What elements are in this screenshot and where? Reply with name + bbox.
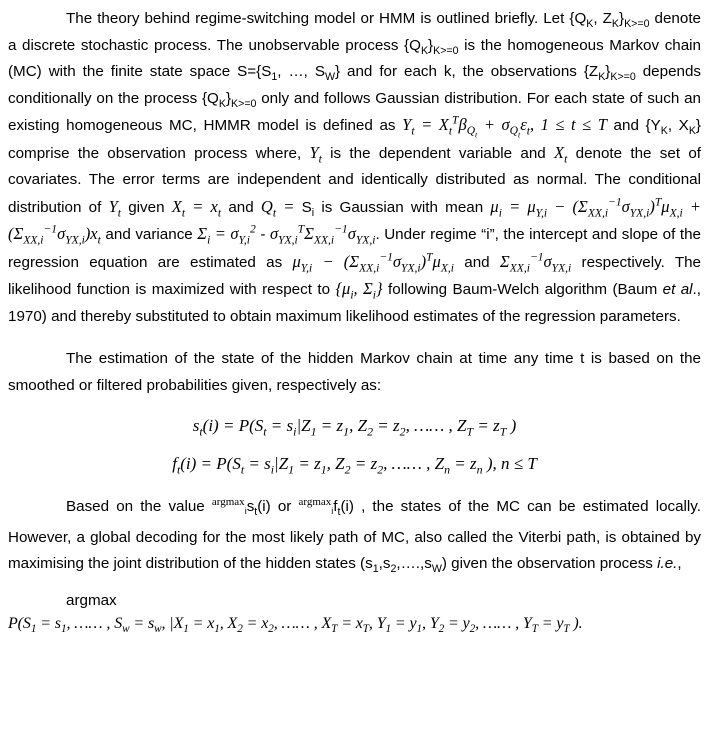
argmax-label: argmax <box>66 591 117 609</box>
paragraph-hmm-theory: The theory behind regime-switching model or HMM is outlined briefly. Let {$Q_K$, $Z_K\}_{K>=0}$ denote a discrete stochastic process. The unobservable process $\{Q_K\}_{K>=0}$ is the homogeneous Markov chain (MC) with the finite state space $S=\{S_1$, …, $S_W$} and for each k, the observations $\{Z_K\}_{K>=0}$ depends conditionally on the process $\{Q_K\}_{K>=0}$ only and follows Gaussian distribution. For each state of such an existing homogeneous MC, HMMR model is defined as $Y_t = X_t^T\beta_{Q_t} + \sigma_{Q_t}\varepsilon_t$, 1 ≤ t ≤ T and {$Y_K$, $X_K$} comprise the observation process where, $Y_t$ is the dependent variable and $X_t$ denote the set of covariates. The error terms are independent and identically distributed as normal. The conditional distribution of $Y_t$ given $X_t = x_t$ and $Q_t = S_i$ is Gaussian with mean $\mu_i = \mu_{Y,i} - (\Sigma_{XX,i}^{-1}\sigma_{YX,i})^T\mu_{X,i} + (\Sigma_{XX,i}^{-1}\sigma_{YX,i})x_t$ and variance $\Sigma_i = \sigma_{Y,i}^2 - \sigma_{YX,i}^T\Sigma_{XX,i}^{-1}\sigma_{YX,i}$. Under regime “i”, the intercept and slope of the regression equation are estimated as $\mu_{Y,i} - (\Sigma_{XX,i}^{-1}\sigma_{YX,i})^T\mu_{X,i}$ and $\Sigma_{XX,i}^{-1}\sigma_{YX,i}$ respectively. The likelihood function is maximized with respect to {$\mu_i$, $\Sigma_i$} following Baum-Welch algorithm (Baum et al., 1970) and thereby substituted to obtain maximum likelihood estimates of the regression parameters. <box>8 10 702 325</box>
document-page <box>8 6 701 636</box>
equation-filtered: $f_t(i) = P(S_t = s_i|Z_1 = z_1$, $Z_2 = z_2$, …… , $Z_n = z_n$ ), n ≤ T <box>172 454 537 477</box>
paragraph-state-estimation: The estimation of the state of the hidden Markov chain at time any time t is based on the smoothed or filtered probabilities given, respectively as: <box>8 350 701 394</box>
paragraph-viterbi: Based on the value $^{argmax}is_t(i)$ or $^{argmax}if_t(i)$ , the states of the MC can be estimated locally. However, a global decoding for the most likely path of MC, also called the Viterbi path, is obtained by maximising the joint distribution of the hidden states $(s_1,s_2,\dots.,s_W)$ given the observation process i.e., <box>8 496 701 576</box>
equation-smoothed: $s_t(i) = P(S_t = s_i|Z_1 = z_1$, $Z_2 = z_2$, …… , $Z_T = z_T$ ) <box>192 416 517 439</box>
equation-viterbi: $P(S_1 = s_1$, …… , $S_w = s_w$, $|X_1 = x_1$, $X_2 = x_2$, …… , $X_T = x_T$, $Y_1 = y_1$, $Y_2 = y_2$, …… , $Y_T = y_T$ ). <box>8 614 583 635</box>
